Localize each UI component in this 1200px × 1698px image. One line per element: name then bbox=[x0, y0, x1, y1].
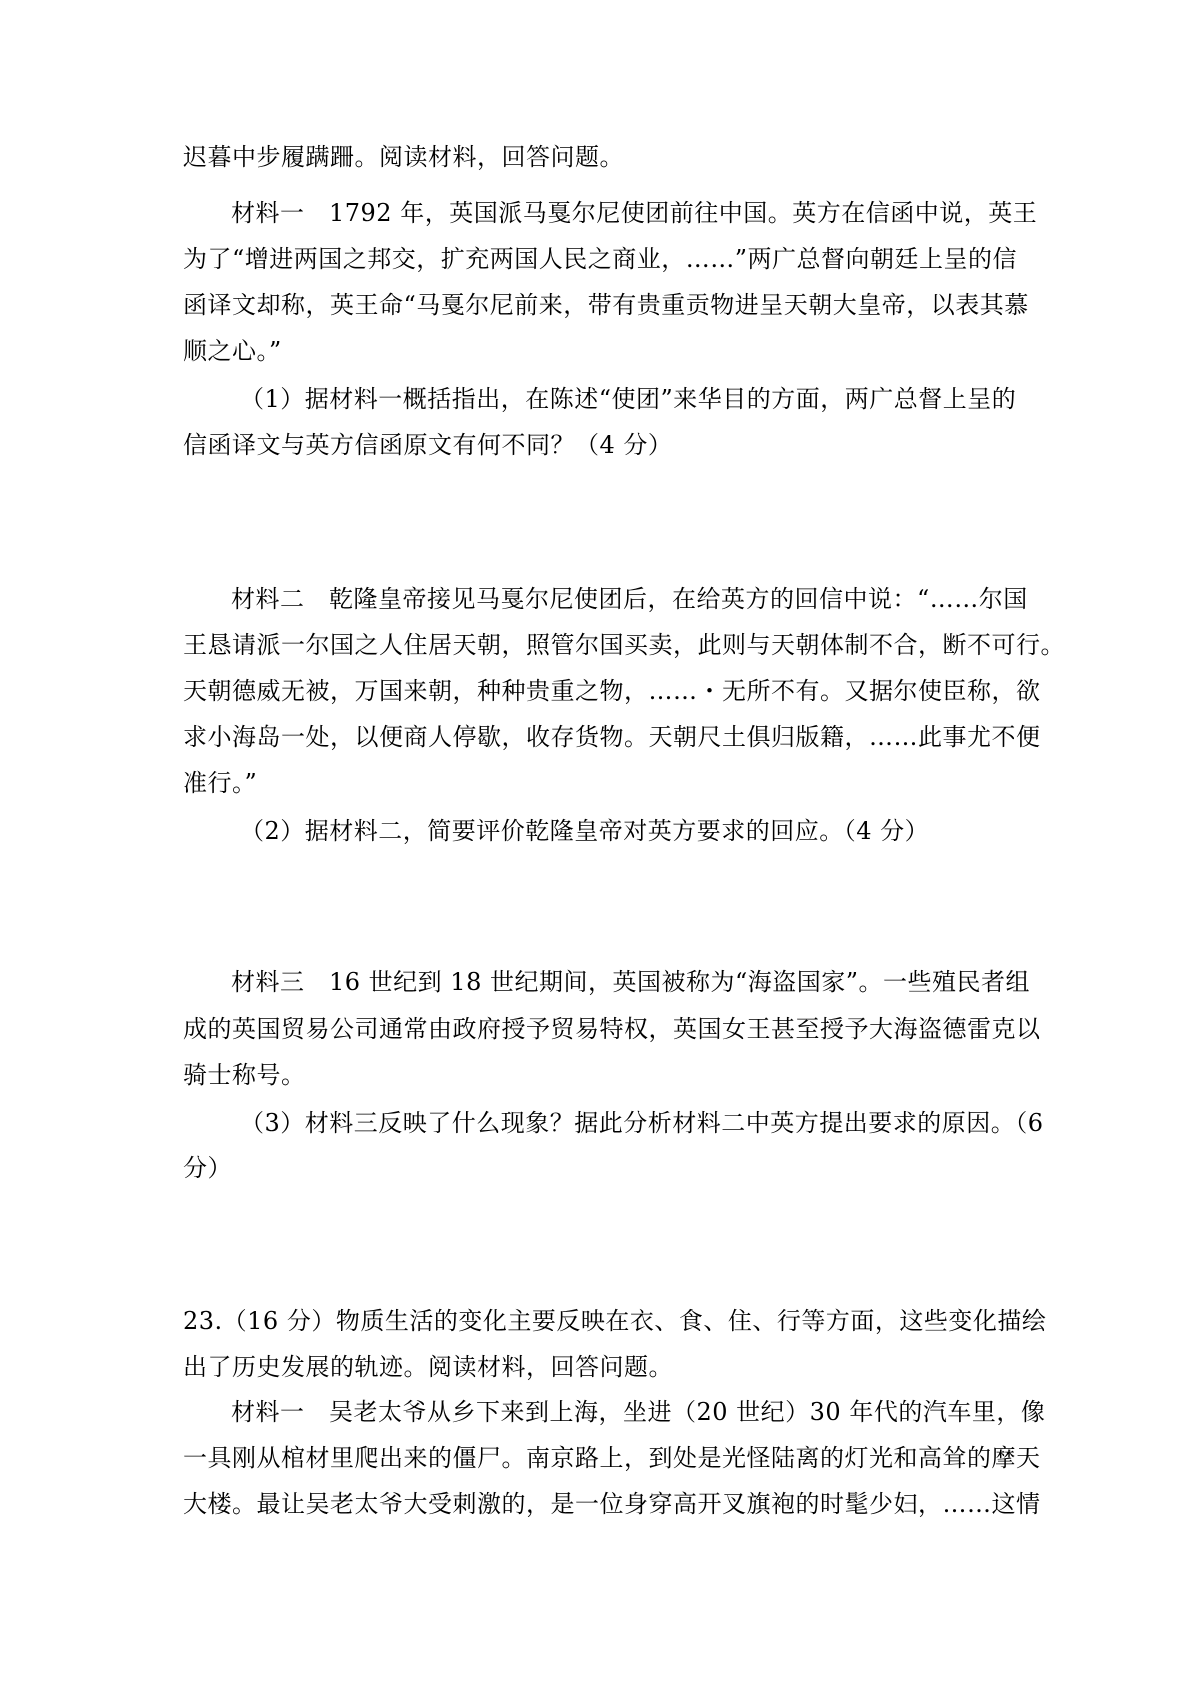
material1-line: 材料一 1792 年，英国派马戛尔尼使团前往中国。英方在信函中说，英王 bbox=[231, 199, 1038, 227]
q23-material1-line: 一具刚从棺材里爬出来的僵尸。南京路上，到处是光怪陆离的灯光和高耸的摩天 bbox=[183, 1444, 1041, 1472]
material2-line: 求小海岛一处，以便商人停歇，收存货物。天朝尺土俱归版籍，……此事尤不便 bbox=[183, 723, 1041, 751]
material2-line: 天朝德威无被，万国来朝，种种贵重之物，……・无所不有。又据尔使臣称，欲 bbox=[183, 677, 1041, 705]
material1-line: 顺之心。” bbox=[183, 337, 282, 365]
material1-line: 函译文却称，英王命“马戛尔尼前来，带有贵重贡物进呈天朝大皇帝，以表其慕 bbox=[183, 291, 1029, 319]
question3-line: 分） bbox=[183, 1154, 232, 1182]
question1-line: （1）据材料一概括指出，在陈述“使团”来华目的方面，两广总督上呈的 bbox=[240, 385, 1017, 413]
question2-line: （2）据材料二，简要评价乾隆皇帝对英方要求的回应。（4 分） bbox=[240, 817, 930, 845]
material2-line: 准行。” bbox=[183, 769, 258, 797]
material2-line: 王恳请派一尔国之人住居天朝，照管尔国买卖，此则与天朝体制不合，断不可行。 bbox=[183, 631, 1065, 659]
q22-intro-tail: 迟暮中步履蹒跚。阅读材料，回答问题。 bbox=[183, 143, 624, 171]
material3-line: 成的英国贸易公司通常由政府授予贸易特权，英国女王甚至授予大海盗德雷克以 bbox=[183, 1015, 1041, 1043]
q23-line: 23.（16 分）物质生活的变化主要反映在衣、食、住、行等方面，这些变化描绘 bbox=[183, 1307, 1047, 1335]
question3-line: （3）材料三反映了什么现象？据此分析材料二中英方提出要求的原因。（6 bbox=[240, 1109, 1044, 1137]
question1-line: 信函译文与英方信函原文有何不同？（4 分） bbox=[183, 431, 673, 459]
material2-line: 材料二 乾隆皇帝接见马戛尔尼使团后，在给英方的回信中说：“……尔国 bbox=[231, 585, 1028, 613]
material3-line: 材料三 16 世纪到 18 世纪期间，英国被称为“海盗国家”。一些殖民者组 bbox=[231, 968, 1031, 996]
q23-material1-line: 大楼。最让吴老太爷大受刺激的，是一位身穿高开叉旗袍的时髦少妇，……这情 bbox=[183, 1490, 1041, 1518]
q23-material1-line: 材料一 吴老太爷从乡下来到上海，坐进（20 世纪）30 年代的汽车里，像 bbox=[231, 1398, 1046, 1426]
q23-line: 出了历史发展的轨迹。阅读材料，回答问题。 bbox=[183, 1353, 673, 1381]
material3-line: 骑士称号。 bbox=[183, 1061, 306, 1089]
material1-line: 为了“增进两国之邦交，扩充两国人民之商业，……”两广总督向朝廷上呈的信 bbox=[183, 245, 1018, 273]
